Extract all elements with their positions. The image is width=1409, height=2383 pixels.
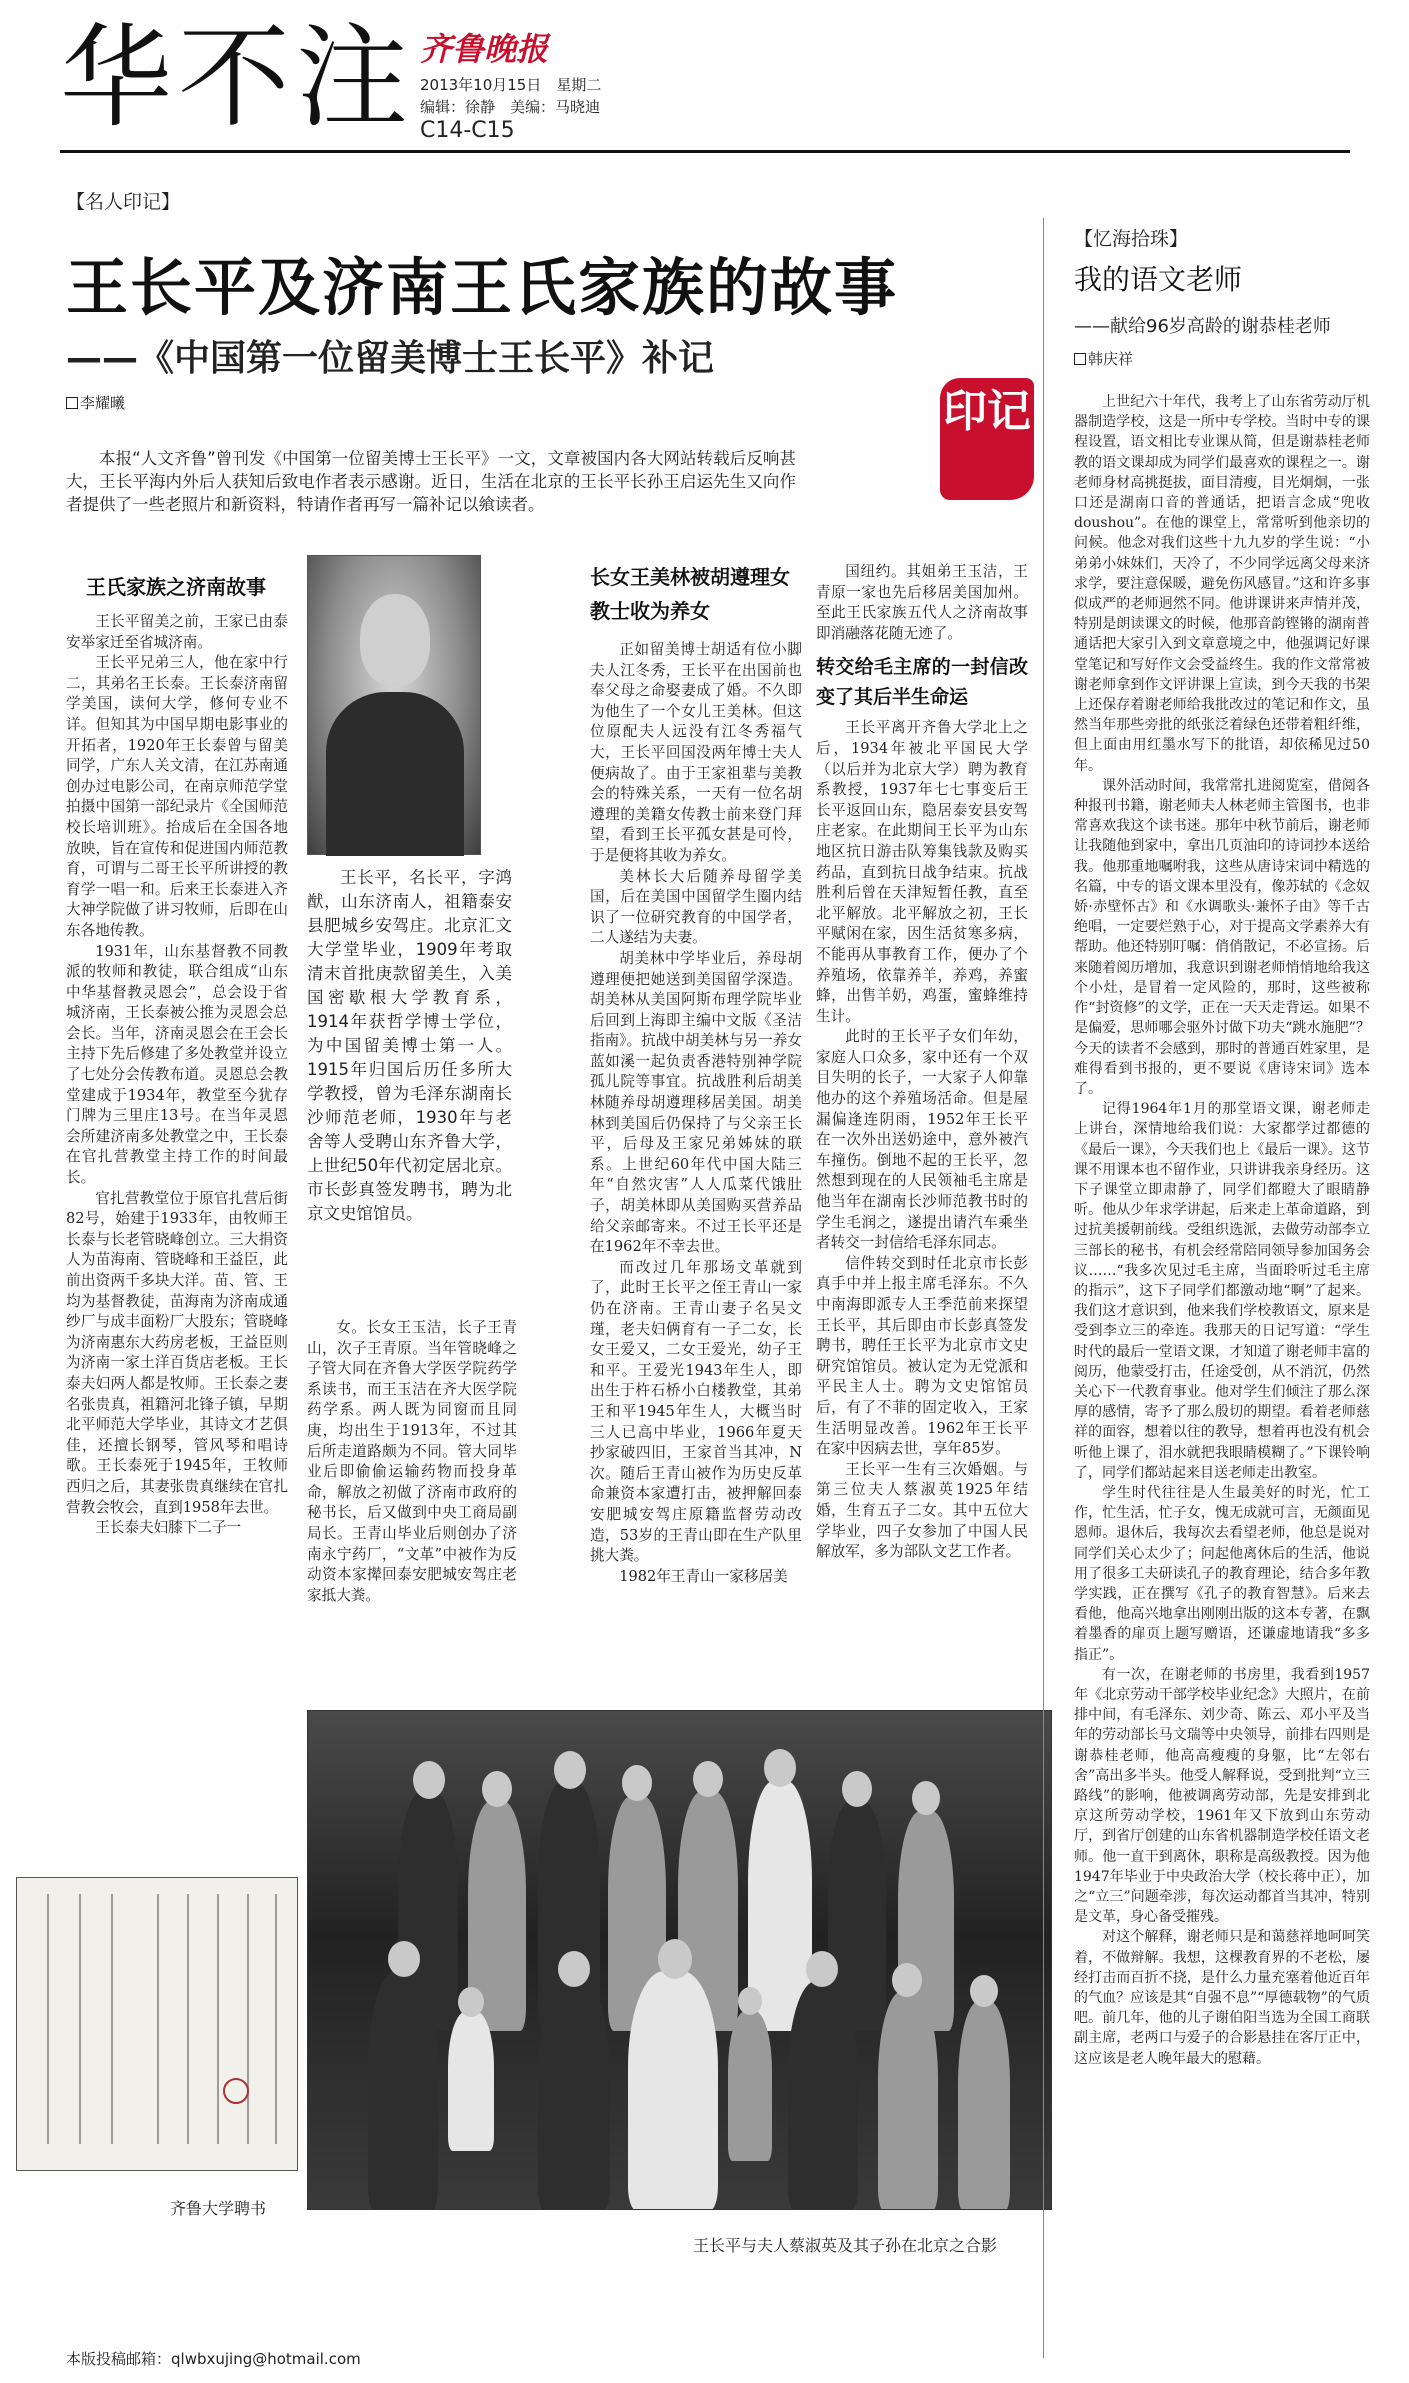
article-column-4 — [816, 562, 1028, 1563]
photo-figure-head — [693, 1761, 723, 1797]
paragraph: 官扎营教堂位于原官扎营后街82号，始建于1933年，由牧师王长泰与长老管晓峰创立。三大捐资人为苗海南、管晓峰和王益臣，此前出资两千多块大洋。苗、管、王均为基督教徒，苗海南为济南成通纱厂与成丰面粉厂大股东；管晓峰为济南惠东大药房老板，王益臣则为济南一家土洋百货店老板。王长泰夫妇两人都是牧师。王长泰之妻名张贵真，祖籍河北锋子镇，早期北平师范大学毕业，其诗文才艺俱佳，还擅长钢琴，管风琴和唱诗歌。王长泰死于1945年，王牧师西归之后，其妻张贵真继续在官扎营教会牧会，直到1958年去世。 — [66, 1189, 288, 1516]
photo-figure-head — [738, 1987, 762, 2015]
paragraph: 而改过几年那场文革就到了，此时王长平之侄王青山一家仍在济南。王青山妻子名吴文瑾，老夫妇俩育有一子二女，长女王爱又，二女王爱光，幼子王和平。王爱光1943年生人，即出生于杵石桥小白楼教堂，其弟王和平1945年生人，大概当时三人已高中毕业，1966年夏天抄家破四旧，王家首当其冲，N次。随后王青山被作为历史反革命兼资本家遭打击，被押解回泰安肥城安驾庄原籍监督劳动改造，53岁的王青山即在生产队里挑大粪。 — [590, 1258, 802, 1565]
paragraph: 课外活动时间，我常常扎进阅览室，借阅各种报刊书籍，谢老师夫人林老师主管图书，也非常喜欢我这个读书迷。那年中秋节前后，谢老师让我随他到家中，拿出几页油印的诗词抄本送给我。他那重地嘱咐我，这些从唐诗宋词中精选的名篇，中专的语文课本里没有，像苏轼的《念奴娇·赤壁怀古》和《水调歌头·兼怀子由》等千古绝唱，一定要烂熟于心，对于提高文学素养大有帮助。他还特别叮嘱：俏俏散记，不必宣扬。后来随着阅历增加，我意识到谢老师悄悄地给我这个小灶，是冒着一定风险的，那时，这些被称作“封资修”的文学，正在一天天走背运。如果不是偏爱，思师哪会驱外讨做下功夫“跳水施肥”？今天的读者不会感到，那时的普通百姓家里，是难得看到书报的，更不要说《唐诗宋词》选本了。 — [1074, 777, 1370, 1097]
photo-figure — [788, 1981, 858, 2210]
newspaper-logo: 齐鲁晚报 — [420, 30, 549, 68]
letter-text-line — [157, 1894, 159, 2144]
article-headline: 王长平及济南王氏家族的故事 — [66, 251, 899, 324]
letter-text-line — [111, 1894, 113, 2144]
sidebar-body — [1074, 392, 1370, 2069]
photo-figure — [878, 1991, 938, 2210]
article-intro: 本报“人文齐鲁”曾刊发《中国第一位留美博士王长平》一文，文章被国内各大网站转载后反响甚大，王长平海内外后人获知后致电作者表示感谢。近日，生活在北京的王长平长孙王启运先生又向作者提供了一些老照片和新资料，特请作者再写一篇补记以飨读者。 — [66, 449, 796, 514]
issue-date: 2013年10月15日 星期二 — [420, 76, 602, 94]
paragraph: 王长平离开齐鲁大学北上之后，1934年被北平国民大学（以后并为北京大学）聘为教育系教授，1937年七七事变后王长平返回山东，隐居泰安县安驾庄老家。在此期间王长平为山东地区抗日游击队筹集钱款及购买药品，直到抗日战争结束。抗战胜利后曾在天津短暂任教，直至北平解放。北平解放之初，王长平赋闲在家，因生活贫寒多病，不能再从事教育工作，便办了个养殖场，依靠养羊，养鸡，养蜜蜂，出售羊奶，鸡蛋，蜜蜂维持生计。 — [816, 719, 1028, 1025]
paragraph: 信件转交到时任北京市长彭真手中并上报主席毛泽东。不久中南海即派专人王季范前来探望王长平，其后即由市长彭真签发聘书，聘任王长平为北京市文史研究馆馆员。被认定为无党派和平民主人士。聘为文史馆馆员后，有了不菲的固定收入，王家生活明显改善。1962年王长平在家中因病去世，享年85岁。 — [816, 1254, 1028, 1458]
sidebar-section-tag: 【忆海拾珠】 — [1074, 228, 1189, 250]
letter-text-line — [217, 1894, 219, 2144]
paragraph: 上世纪六十年代，我考上了山东省劳动厅机器制造学校，这是一所中专学校。当时中专的课程设置，语文相比专业课从简，但是谢恭桂老师教的语文课却成为同学们最喜欢的课程之一。谢老师身材高挑挺拔，面目清瘦，目光炯炯，一张口还是湖南口音的普通话，把语言念成“兜收doushou”。在他的课堂上，常常听到他亲切的问候。他念对我们这些十九九岁的学生说：“小弟弟小妹妹们，天冷了，不少同学远离父母来济求学，要注意保暖，避免伤风感冒。”这和许多事似成严的老师迥然不同。他讲课讲来声情并茂，特别是朗读课文的时候，他那音韵铿锵的湖南普通话把大家引入到文章意境之中，他强调记好课堂笔记和写好作文会受益终生。我的作文常常被谢老师拿到作文评讲课上宣读，到今天我的书架上还保存着谢老师给我批改过的笔记和作文，虽然当年那些旁批的纸张泛着绿色还带着粗纤维，但上面由用红墨水写下的批语，却依稀见过50年。 — [1074, 394, 1370, 774]
paragraph: 对这个解释，谢老师只是和蔼慈祥地呵呵笑着，不做辩解。我想，这棵教育界的不老松，屡经打击而百折不挠，是什么力量充塞着他近百年的气血？应该是其“自强不息”“厚德载物”的气质吧。前几年，他的儿子谢伯阳当选为全国工商联副主席，老两口与爱子的合影悬挂在客厅正中，这应该是老人晚年最大的慰藉。 — [1074, 1929, 1370, 2067]
photo-figure-head — [554, 1751, 586, 1789]
article-byline: 李耀曦 — [66, 392, 125, 413]
column-divider — [1043, 218, 1044, 2358]
photo-figure-head — [806, 1951, 838, 1987]
paragraph: 1931年，山东基督教不同教派的牧师和教徒，联合组成“山东中华基督教灵恩会”，总会设于省城济南，王长泰被公推为灵恩会总会长。当年，济南灵恩会在王会长主持下先后修建了多处教堂并设立了七处分会传教布道。灵恩总会教堂建成于1934年，教堂至今犹存门牌为三里庄13号。在当年灵恩会所建济南多处教堂之中，王长泰在官扎营教堂主持工作的时间最长。 — [66, 942, 288, 1187]
photo-figure — [958, 2001, 1010, 2210]
letter-seal — [223, 2078, 249, 2104]
paragraph: 记得1964年1月的那堂语文课，谢老师走上讲台，深情地给我们说：大家都学过都德的《最后一课》，今天我们也上《最后一课》。这节课不用课本也不留作业，只讲讲我亲身经历。这下子课堂立即肃静了，同学们都瞪大了眼睛静听。他从少年求学讲起，后来走上革命道路，到过抗美援朝前线。受组织选派，去做劳动部李立三部长的秘书，有机会经常陪同领导参加国务会议……“我多次见过毛主席，当面聆听过毛主席的指示”，这下子同学们都激动地“啊”了起来。我们这才意识到，他来我们学校教语文，原来是受到李立三的牵连。我那天的日记写道：“学生时代的最后一堂语文课，才知道了谢老师丰富的阅历，他蒙受打击，任途受创，从不消沉，仍然关心下一代教育事业。他对学生们倾注了那么深厚的感情，寄予了那么殷切的期望。看着老师慈祥的面容，想着以往的教导，想着再也没有机会听他上课了，泪水就把我眼睛模糊了。”下课铃响了，同学们都站起来目送老师走出教室。 — [1074, 1101, 1370, 1481]
article-subhead: ——《中国第一位留美博士王长平》补记 — [66, 338, 715, 379]
page-range: C14-C15 — [420, 118, 515, 143]
photo-figure-head — [892, 1963, 922, 1997]
col3-heading: 长女王美林被胡遵理女教士收为养女 — [590, 565, 790, 623]
photo-figure-head — [658, 1939, 692, 1979]
photo-figure — [728, 2011, 772, 2161]
photo-figure-head — [970, 1975, 998, 2007]
paragraph: 女。长女王玉洁，长子王青山，次子王青原。当年管晓峰之子管大同在齐鲁大学医学院药学系读书，而王玉洁在齐大医学院药学系。两人既为同窗而且同庚，均出生于1913年，不过其后所走道路颇为不同。管大同毕业后即偷偷运输药物而投身革命，解放之初做了济南市政府的秘书长，后又做到中央工商局副局长。王青山毕业后则创办了济南永宁药厂，“文革”中被作为反动资本家撵回泰安肥城安驾庄老家抵大粪。 — [307, 1319, 517, 1604]
paragraph: 国纽约。其姐弟王玉洁，王青原一家也先后移居美国加州。至此王氏家族五代人之济南故事即消融落花随无迹了。 — [816, 563, 1028, 642]
appointment-letter-photo — [16, 1877, 298, 2171]
photo-figure-head — [388, 1941, 420, 1977]
letter-photo-caption: 齐鲁大学聘书 — [170, 2199, 267, 2218]
paragraph: 学生时代往往是人生最美好的时光，忙工作，忙生活，忙子女，愧无成就可言，无颜面见恩师。退休后，我每次去看望老师，他总是说对同学们关心太少了；问起他离休后的生活，他说用了很多工夫研读孔子的教育理论，结合多年教学实践，正在撰写《孔子的教育智慧》。后来去看他，他高兴地拿出刚刚出版的这本专著，在飘着墨香的扉页上题写赠语，还谦虚地请我“多多指正”。 — [1074, 1484, 1370, 1663]
photo-figure — [538, 1981, 610, 2210]
article-column-1 — [66, 612, 288, 1539]
section-name: 华不注 — [60, 13, 414, 143]
col1-heading: 王氏家族之济南故事 — [86, 575, 266, 599]
letter-text-line — [187, 1894, 189, 2144]
photo-figure — [628, 1971, 718, 2210]
masthead-rule — [60, 150, 1350, 153]
photo-figure-head — [558, 1951, 590, 1987]
article-column-2 — [307, 1318, 517, 1606]
sidebar-byline: 韩庆祥 — [1074, 348, 1133, 369]
paragraph: 正如留美博士胡适有位小脚夫人江冬秀，王长平在出国前也奉父母之命娶妻成了婚。不久即为他生了一个女儿王美林。但这位原配夫人远没有江冬秀福气大，王长平回国没两年博士夫人便病故了。由于王家祖辈与美教会的特殊关系，一天有一位名胡遵理的美籍女传教士前来登门拜望，看到王长平孤女甚是可怜，于是便将其收为养女。 — [590, 641, 802, 864]
photo-figure-head — [912, 1781, 940, 1815]
seal-stamp — [940, 378, 1034, 500]
paragraph: 有一次，在谢老师的书房里，我看到1957年《北京劳动干部学校毕业纪念》大照片，在前排中间，有毛泽东、刘少奇、陈云、邓小平及当年的劳动部长马文瑞等中央领导，前排右四则是谢恭桂老师，他高高瘦瘦的身躯，比“左邻右舍”高出多半头。他受人解释说，受到批判“立三路线”的影响，他被调离劳动部，先是安排到北京这所劳动学校，1961年又下放到山东劳动厅，到省厅创建的山东省机器制造学校任语文老师。他一直干到离休，职称是高级教授。因为他1947年毕业于中央政治大学（校长蒋中正），加之“立三”问题牵涉，每次运动都首当其冲，特别是文革，身心备受摧残。 — [1074, 1666, 1370, 1926]
sidebar-title: 我的语文老师 — [1074, 263, 1243, 296]
seal-text: 印记 — [943, 386, 1031, 437]
photo-figure-head — [458, 1987, 484, 2017]
photo-figure-head — [842, 1771, 872, 1807]
photo-figure — [368, 1971, 438, 2210]
portrait-head-shape — [360, 594, 430, 686]
portrait-photo — [307, 555, 481, 855]
portrait-body-shape — [326, 692, 464, 856]
paragraph: 王长平留美之前，王家已由泰安举家迁至省城济南。 — [66, 613, 288, 651]
photo-figure — [448, 2011, 494, 2151]
letter-text-line — [79, 1894, 81, 2144]
col4-heading: 转交给毛主席的一封信改变了其后半生命运 — [816, 656, 1028, 709]
paragraph: 王长平兄弟三人，他在家中行二，其弟名王长泰。王长泰济南留学美国，读何大学，修何专业不详。但知其为中国早期电影事业的开拓者，1920年王长泰曾与留美同学，广东人关文清，在江苏南通创办过电影公司，在南京师范学堂拍摄中国第一部纪录片《全国师范校长培训班》。抬成后在全国各地放映，旨在宣传和促进国内师范教育，可谓与二哥王长平所讲授的教育学一唱一和。后来王长泰进入齐大神学院做了讲习牧师，后即在山东各地传教。 — [66, 654, 288, 939]
paragraph: 王长泰夫妇膝下二子一 — [95, 1519, 242, 1537]
paragraph: 此时的王长平子女们年幼，家庭人口众多，家中还有一个双目失明的长子，一大家子人仰靠他办的这个养殖场活命。但是屋漏偏逢连阴雨，1952年王长平在一次外出送奶途中，意外被汽车撞伤。倒地不起的王长平，忽然想到现在的人民领袖毛主席是他当年在湖南长沙师范教书时的学生毛润之，遂提出请汽车乘坐者转交一封信给毛泽东同志。 — [816, 1028, 1028, 1252]
paragraph: 美林长大后随养母留学美国，后在美国中国留学生圈内结识了一位研究教育的中国学者，二人遂结为夫妻。 — [590, 867, 802, 947]
paragraph: 1982年王青山一家移居美 — [619, 1567, 788, 1585]
photo-figure-head — [764, 1749, 796, 1787]
photo-figure-head — [482, 1771, 512, 1807]
photo-figure-head — [622, 1765, 652, 1801]
letter-text-line — [247, 1894, 249, 2144]
submission-email: 本版投稿邮箱：qlwbxujing@hotmail.com — [66, 2350, 361, 2368]
family-photo-caption: 王长平与夫人蔡淑英及其子孙在北京之合影 — [693, 2236, 998, 2255]
letter-text-line — [275, 1894, 277, 2144]
photo-figure-head — [413, 1761, 445, 1799]
portrait-caption: 王长平，名长平，字鸿猷，山东济南人，祖籍泰安县肥城乡安驾庄。北京汇文大学堂毕业，1909年考取清末首批庚款留美生，入美国密歇根大学教育系，1914年获哲学博士学位，为中国留美博士第一人。1915年归国后历任多所大学教授，曾为毛泽东湖南长沙师范老师，1930年与老舍等人受聘山东齐鲁大学，上世纪50年代初定居北京。市长彭真签发聘书，聘为北京文史馆馆员。 — [307, 868, 512, 1223]
family-photo — [307, 1710, 1052, 2210]
sidebar-subtitle: ——献给96岁高龄的谢恭桂老师 — [1074, 316, 1331, 337]
article-section-tag: 【名人印记】 — [66, 191, 181, 213]
editors-line: 编辑：徐静 美编：马晓迪 — [420, 98, 601, 116]
paragraph: 胡美林中学毕业后，养母胡遵理便把她送到美国留学深造。胡美林从美国阿斯布理学院毕业后回到上海即主编中文版《圣洁指南》。抗战中胡美林与另一养女蓝如溪一起负责香港特别神学院孤儿院等事宜。抗战胜利后胡美林随养母胡遵理移居美国。胡美林到美国后仍保持了与父亲王长平，后母及王家兄弟姊妹的联系。上世纪60年代中国大陆三年“自然灾害”人人瓜菜代饿肚子，胡美林即从美国购买营养品给父亲邮寄来。不过王长平还是在1962年不幸去世。 — [590, 949, 802, 1256]
masthead — [60, 13, 1360, 148]
letter-text-line — [47, 1894, 49, 2144]
article-column-3 — [590, 640, 802, 1587]
paragraph: 王长平一生有三次婚姻。与第三位夫人蔡淑英1925年结婚，生育五子二女。其中五位大学毕业，四子女参加了中国人民解放军，多为部队文艺工作者。 — [816, 1460, 1028, 1561]
